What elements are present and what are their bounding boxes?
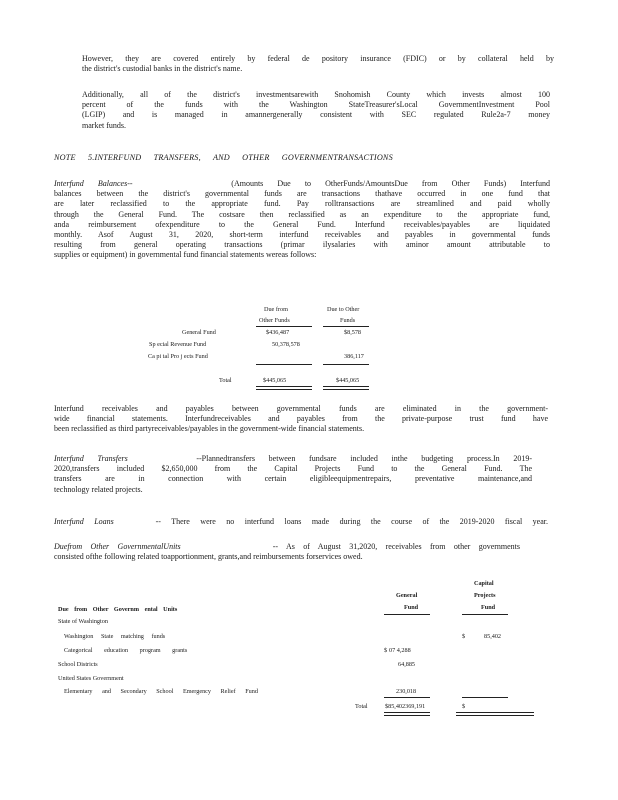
- paragraph-interfund-balances: [54, 179, 550, 261]
- cell-due-to: 386,117: [344, 353, 364, 360]
- cell-general-symbol: $: [384, 647, 388, 654]
- col-header-units: Due from Other Governm ental Units: [58, 606, 178, 613]
- total-double-rule: [384, 712, 430, 716]
- col-header-general: General: [396, 592, 418, 599]
- text-line: monthly. Asof August 31, 2020, short-term interfund receivables and payables in governmental funds: [54, 230, 550, 240]
- text-line: -- There were no interfund loans made during the course of the 2019-2020 fiscal year.: [155, 517, 548, 526]
- cell-general: 07 4,288: [389, 647, 411, 654]
- subtotal-rule: [384, 697, 430, 698]
- text-line: wide financial statements. Interfundreceivables and payables from the private-purpose trust fund have: [54, 414, 548, 424]
- subtotal-rule: [323, 364, 369, 365]
- cell-capital: 85,402: [484, 633, 502, 640]
- row-label: Ca pi tal Pro j ects Fund: [148, 353, 208, 360]
- text-line: (Amounts Due to OtherFunds/AmountsDue from Other Funds) Interfund: [231, 179, 550, 188]
- text-line: transfers are in connection with certain eligibleequipmentrepairs, preventative maintenance,and: [54, 474, 532, 484]
- header-underline: [384, 614, 430, 615]
- text-line: --Plannedtransfers between fundsare included inthe budgeting process.In 2019-: [196, 454, 533, 463]
- header-underline: [462, 614, 508, 615]
- paragraph-lead: Interfund Balances--: [54, 179, 133, 188]
- total-general: $85,402369,191: [385, 703, 426, 710]
- row-label: State of Washington: [58, 618, 108, 625]
- col-header-capital: Fund: [481, 604, 496, 611]
- text-line: through the General Fund. The costsare then reclassified as an expenditure to the appropriate fund,: [54, 209, 550, 219]
- paragraph-due-from-governments: [54, 542, 520, 562]
- text-line: balances between the district's governmental funds are transactions thathave occurred in one fund that: [54, 189, 550, 199]
- col-header-due-to: Funds: [340, 317, 356, 324]
- total-capital-symbol: $: [462, 703, 466, 710]
- row-label: United States Government: [58, 675, 124, 682]
- text-line: -- As of August 31,2020, receivables from other governments: [272, 542, 521, 551]
- total-double-rule: [256, 386, 312, 390]
- text-line: market funds.: [82, 120, 126, 130]
- row-label: Categorical education program grants: [64, 647, 188, 654]
- text-line: (LGIP) and is managed in amannergenerally consistent with SEC regulated Rule2a-7 money: [82, 110, 550, 120]
- text-line: percent of the funds with the Washington StateTreasurer'sLocal GovernmentInvestment Pool: [82, 100, 550, 110]
- subtotal-rule: [462, 697, 508, 698]
- col-header-capital: Projects: [474, 592, 496, 599]
- cell-general: 64,885: [398, 661, 416, 668]
- paragraph-eliminated: [54, 404, 548, 435]
- col-header-due-from: Due from: [264, 306, 288, 313]
- paragraph-lead: Interfund Transfers: [54, 454, 128, 463]
- total-label: Total: [355, 703, 368, 710]
- row-label: School Districts: [58, 661, 98, 668]
- text-line: been reclassified as third partyreceivables/payables in the government-wide financial statements.: [54, 424, 365, 434]
- cell-due-to: $8,578: [344, 329, 362, 336]
- paragraph-lead: Duefrom Other GovernmentalUnits: [54, 542, 181, 551]
- col-header-general: Fund: [404, 604, 419, 611]
- row-label: Elementary and Secondary School Emergency Relief Fund: [64, 688, 258, 695]
- total-double-rule: [323, 386, 369, 390]
- col-header-due-to: Due to Other: [327, 306, 360, 313]
- paragraph-investments: [82, 90, 550, 131]
- text-line: the district's custodial banks in the district's name.: [82, 64, 243, 74]
- total-due-from: $445,065: [263, 377, 287, 384]
- cell-due-from: 50,378,578: [272, 341, 300, 348]
- text-line: supplies or equipment) in governmental fund financial statements wereas follows:: [54, 250, 317, 260]
- note-heading: NOTE 5.INTERFUND TRANSFERS, AND OTHER GOVERNMENTRANSACTIONS: [54, 153, 393, 162]
- text-line: anda reimbursement ofexpenditure to the General Fund. Interfund receivables/payables are liquidated: [54, 219, 550, 229]
- paragraph-transfers: [54, 454, 532, 495]
- text-line: 2020,transfers included $2,650,000 from the Capital Projects Fund to the General Fund. The: [54, 464, 532, 474]
- row-label: Sp ecial Revenue Fund: [149, 341, 207, 348]
- row-label: Washington State matching funds: [64, 633, 166, 640]
- col-header-due-from: Other Funds: [259, 317, 290, 324]
- paragraph-lead: Interfund Loans: [54, 517, 114, 526]
- text-line: are later reclassified to the appropriate fund. Pay rolltransactions are streamlined and paid wholly: [54, 199, 550, 209]
- text-line: consisted ofthe following related toapportionment, grants,and reimbursements forservices owed.: [54, 552, 363, 562]
- text-line: Interfund receivables and payables between governmental funds are eliminated in the government-: [54, 404, 548, 413]
- header-underline: [256, 326, 312, 327]
- header-underline: [323, 326, 369, 327]
- text-line: resulting from general operating transactions (primar ilysalaries with aminor amount attributable to: [54, 240, 550, 250]
- text-line: However, they are covered entirely by federal de pository insurance (FDIC) or by collateral held by: [82, 54, 554, 63]
- text-line: technology related projects.: [54, 484, 143, 494]
- col-header-capital: Capital: [474, 580, 494, 587]
- cell-general: 230,018: [396, 688, 417, 695]
- cell-capital-symbol: $: [462, 633, 466, 640]
- paragraph-loans: [54, 517, 548, 527]
- row-label: General Fund: [182, 329, 216, 336]
- cell-due-from: $436,487: [266, 329, 290, 336]
- total-due-to: $445,065: [336, 377, 360, 384]
- text-line: Additionally, all of the district's investmentsarewith Snohomish County which invests almost 100: [82, 90, 550, 99]
- total-double-rule: [456, 712, 534, 716]
- total-label: Total: [219, 377, 232, 384]
- subtotal-rule: [256, 364, 312, 365]
- paragraph-fdic: [82, 54, 554, 74]
